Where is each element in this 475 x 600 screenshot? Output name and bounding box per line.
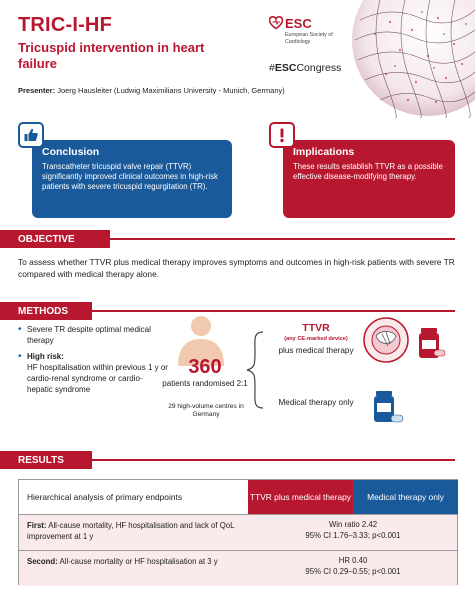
row-first-value xyxy=(248,520,458,541)
results-table xyxy=(18,479,458,585)
results-header-label: Hierarchical analysis of primary endpoints xyxy=(27,492,183,502)
row-second-bold: Second: xyxy=(27,557,58,566)
methods-heading: METHODS xyxy=(0,302,92,320)
results-divider xyxy=(92,459,455,461)
methods-divider xyxy=(92,310,455,312)
conclusion-box xyxy=(32,140,232,218)
medication-bottle-icon xyxy=(371,389,405,425)
decorative-globe-image xyxy=(350,0,475,118)
hashtag-prefix: # xyxy=(269,62,275,74)
table-row xyxy=(19,550,457,586)
thumbs-up-icon xyxy=(18,122,44,148)
row-first-text: All-cause mortality, HF hospitalisation and lack of QoL improvement at 1 y xyxy=(27,521,235,541)
patients-count: 360 xyxy=(188,356,222,378)
implications-text: These results establish TTVR as a possible effective disease-modifying therapy. xyxy=(293,162,443,182)
centres-label: 29 high-volume centres in Germany xyxy=(168,403,244,418)
row-second-label xyxy=(27,557,247,568)
hashtag-rest: Congress xyxy=(296,62,342,74)
esc-fullname: European Society of Cardiology xyxy=(285,32,333,45)
row-first-win-ratio: Win ratio 2.42 xyxy=(328,520,378,529)
row-first-ci: 95% CI 1.76–3.33; p<0.001 xyxy=(305,530,401,540)
implications-title: Implications xyxy=(293,146,355,158)
conclusion-title: Conclusion xyxy=(42,146,100,158)
randomisation-brace-icon xyxy=(245,330,265,410)
esc-name: ESC xyxy=(285,16,312,31)
criteria-high-risk-label: • High risk: xyxy=(27,352,64,361)
exclamation-icon xyxy=(269,122,295,148)
list-item xyxy=(18,351,168,395)
implications-box xyxy=(283,140,455,218)
ttvr-arm-title: TTVR xyxy=(302,322,330,334)
results-col-ttvr: TTVR plus medical therapy xyxy=(248,480,353,514)
ttvr-plus-medical: plus medical therapy xyxy=(278,346,354,355)
ttvr-device-note: (any CE-marked device) xyxy=(284,336,348,342)
esc-heart-icon xyxy=(269,16,283,30)
results-col-medical: Medical therapy only xyxy=(353,480,458,514)
heart-valve-icon xyxy=(362,316,410,364)
page-subtitle: Tricuspid intervention in heart failure xyxy=(18,40,205,71)
objective-text: To assess whether TTVR plus medical therapy improves symptoms and outcomes in high-risk patients with severe TR compared with medical therapy alone. xyxy=(18,257,455,279)
row-second-hr: HR 0.40 xyxy=(338,556,368,565)
criteria-severe-tr: Severe TR despite optimal medical therapy xyxy=(27,325,151,345)
hashtag-bold: ESC xyxy=(274,62,297,74)
presenter-label: Presenter: xyxy=(18,86,56,95)
presenter-line xyxy=(18,86,285,95)
presenter-text: Joerg Hausleiter (Ludwig Maximilians University - Munich, Germany) xyxy=(57,86,285,95)
row-first-label xyxy=(27,521,247,542)
row-second-text: All-cause mortality or HF hospitalisation at 3 y xyxy=(59,557,218,566)
congress-hashtag xyxy=(269,62,341,74)
conclusion-text: Transcatheter tricuspid valve repair (TTVR) significantly improved clinical outcomes in high-risk patients with severe tricuspid regurgitation (TR). xyxy=(42,162,218,192)
esc-logo xyxy=(269,16,359,56)
medication-bottle-icon xyxy=(418,326,446,360)
methods-criteria-list xyxy=(18,324,168,400)
objective-heading: OBJECTIVE xyxy=(0,230,110,248)
list-item xyxy=(18,324,168,346)
table-row xyxy=(19,514,457,550)
row-first-bold: First: xyxy=(27,521,47,530)
criteria-high-risk-text: HF hospitalisation within previous 1 y or cardio-renal syndrome or cardio-hepatic syndrome xyxy=(27,363,168,394)
row-second-ci: 95% CI 0.29–0.55; p<0.001 xyxy=(305,566,401,576)
patients-label: patients randomised 2:1 xyxy=(162,379,248,388)
results-table-header xyxy=(19,480,457,514)
medical-therapy-only-arm: Medical therapy only xyxy=(278,398,354,407)
results-heading: RESULTS xyxy=(0,451,92,469)
objective-divider xyxy=(110,238,455,240)
page-title: TRIC-I-HF xyxy=(18,14,112,36)
row-second-value xyxy=(248,556,458,577)
